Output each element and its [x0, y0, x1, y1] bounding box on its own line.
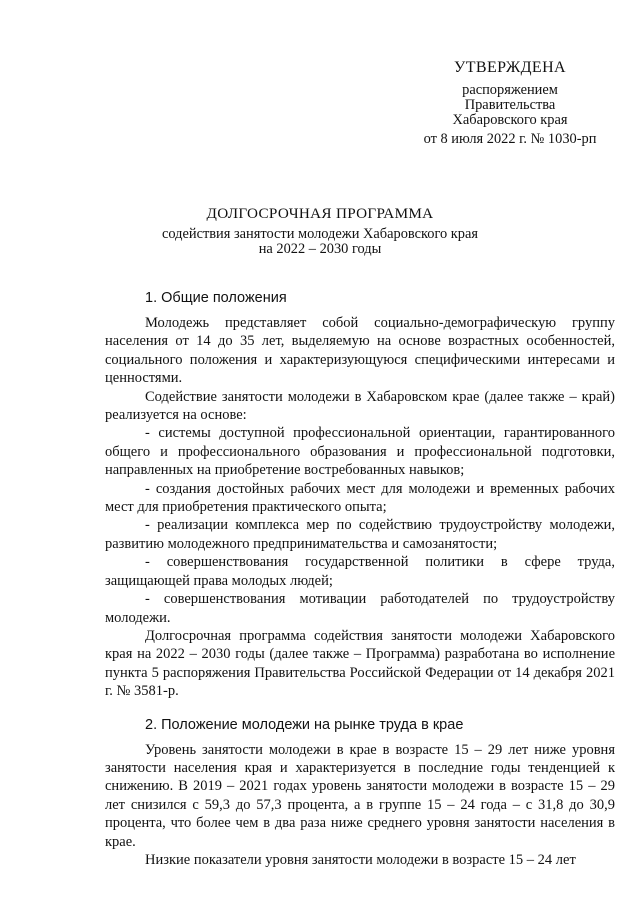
- section-1-paragraph-3: Долгосрочная программа содействия занятости молодежи Хабаровского края на 2022 – 2030 годы (далее также – Программа) разработана во исполнение пункта 5 распоряжения Правительства Российской Федерации от 14 декабря 2021 г. № 3581-р.: [105, 627, 615, 700]
- section-1-bullet-1: - системы доступной профессиональной ориентации, гарантированного общего и профессионального образования и профессиональной подготовки, направленных на приобретение востребованных навыков;: [105, 425, 615, 479]
- section-2-paragraph-2: Низкие показатели уровня занятости молодежи в возрасте 15 – 24 лет: [145, 851, 576, 868]
- section-1-paragraph-2: Содействие занятости молодежи в Хабаровском крае (далее также – край) реализуется на основе:: [105, 388, 615, 424]
- section-2-heading: 2. Положение молодежи на рынке труда в крае: [145, 716, 464, 733]
- approval-line-3: Хабаровского края: [452, 112, 568, 128]
- section-2-paragraph-1: Уровень занятости молодежи в крае в возрасте 15 – 29 лет ниже уровня занятости населения края и характеризуется в последние годы тенденцией к снижению. В 2019 – 2021 годах уровень занятости молодежи в возрасте 15 – 29 лет снизился с 59,3 до 57,3 процента, а в группе 15 – 24 года – с 31,8 до 30,9 процента, что более чем в два раза ниже среднего уровня занятости населения в крае.: [105, 741, 615, 850]
- document-title: ДОЛГОСРОЧНАЯ ПРОГРАММА: [206, 205, 434, 222]
- section-1-bullet-3: - реализации комплекса мер по содействию трудоустройству молодежи, развитию молодежного предпринимательства и самозанятости;: [105, 517, 615, 552]
- section-1-paragraph-1: Молодежь представляет собой социально-демографическую группу населения от 14 до 35 лет, выделяемую на основе возрастных особенностей, социального положения и характеризующуюся специфическими интересами и ценностями.: [105, 315, 615, 387]
- document-subtitle-line-2: на 2022 – 2030 годы: [258, 241, 382, 257]
- document-subtitle-line-1: содействия занятости молодежи Хабаровского края: [162, 226, 478, 242]
- section-1-heading: 1. Общие положения: [145, 290, 287, 306]
- approval-title: УТВЕРЖДЕНА: [453, 59, 566, 76]
- approval-line-2: Правительства: [464, 97, 556, 113]
- approval-block: [400, 58, 620, 148]
- approval-line-1: распоряжением: [462, 82, 558, 98]
- approval-date: от 8 июля 2022 г. № 1030-рп: [423, 131, 597, 147]
- section-1-bullet-5: - совершенствования мотивации работодателей по трудоустройству молодежи.: [105, 591, 615, 626]
- document-body: [105, 288, 615, 869]
- document-title-block: [100, 205, 540, 257]
- section-1-bullet-2: - создания достойных рабочих мест для молодежи и временных рабочих мест для приобретения практического опыта;: [105, 480, 615, 516]
- section-1-bullet-4: - совершенствования государственной политики в сфере труда, защищающей права молодых людей;: [105, 554, 615, 589]
